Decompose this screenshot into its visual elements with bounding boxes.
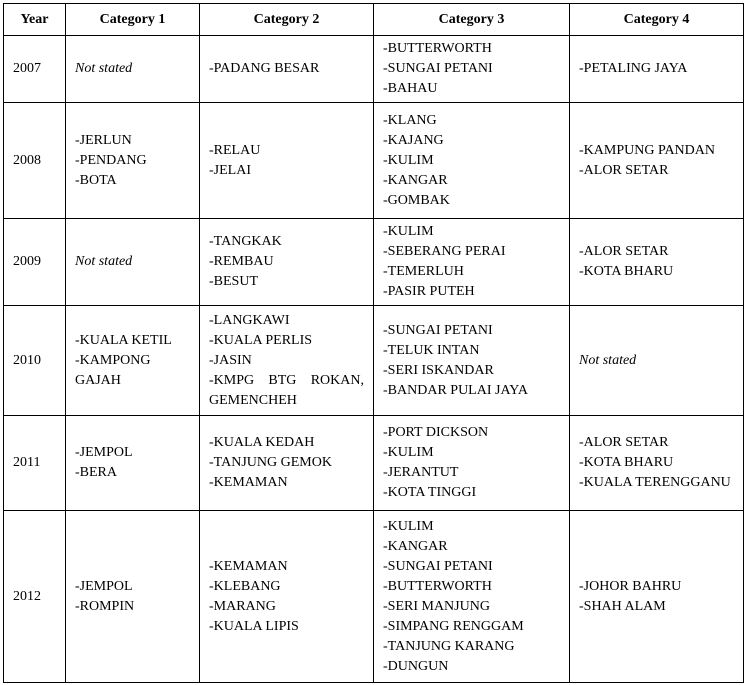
location-item: -KAMPUNG PANDAN	[579, 142, 716, 158]
location-item: -TANJUNG KARANG	[383, 638, 515, 654]
location-item: -PENDANG	[75, 152, 147, 168]
category-4-cell	[570, 103, 744, 219]
location-item: -JEMPOL	[75, 445, 133, 460]
location-item: -KANGAR	[383, 538, 448, 554]
location-item: -JERLUN	[75, 132, 132, 148]
location-item: -TEMERLUH	[383, 264, 464, 279]
location-item: -KLANG	[383, 112, 437, 128]
category-1-cell	[66, 103, 200, 219]
location-item: -BUTTERWORTH	[383, 41, 492, 56]
location-item: -SHAH ALAM	[579, 598, 666, 614]
location-item: -SERI ISKANDAR	[383, 362, 494, 378]
category-1-cell	[66, 416, 200, 511]
category-4-cell	[570, 416, 744, 511]
location-item: -JOHOR BAHRU	[579, 578, 682, 594]
category-2-cell	[200, 219, 374, 306]
location-item: -SEBERANG PERAI	[383, 244, 506, 259]
category-1-cell	[66, 306, 200, 416]
category-3-cell	[374, 306, 570, 416]
header-category-4: Category 4	[570, 4, 744, 36]
category-4-cell	[570, 219, 744, 306]
location-item: -KOTA BHARU	[579, 455, 674, 470]
year-cell: 2009	[4, 219, 66, 306]
header-category-2: Category 2	[200, 4, 374, 36]
location-item: -PASIR PUTEH	[383, 284, 475, 299]
year-cell: 2010	[4, 306, 66, 416]
location-item: -GOMBAK	[383, 192, 450, 208]
category-1-cell	[66, 219, 200, 306]
location-item: -REMBAU	[209, 254, 274, 269]
location-item: -KUALA LIPIS	[209, 618, 299, 634]
location-item: -DUNGUN	[383, 658, 449, 674]
location-item: -SIMPANG RENGGAM	[383, 618, 524, 634]
not-stated-note: Not stated	[579, 352, 637, 368]
category-3-cell	[374, 416, 570, 511]
year-cell: 2008	[4, 103, 66, 219]
category-2-cell	[200, 36, 374, 103]
category-3-cell	[374, 103, 570, 219]
location-item: -PETALING JAYA	[579, 61, 688, 76]
location-item: -KAMPONG GAJAH	[75, 352, 151, 388]
category-2-cell	[200, 306, 374, 416]
location-item: -KLEBANG	[209, 578, 281, 594]
location-item: -KOTA BHARU	[579, 264, 674, 279]
location-item: -MARANG	[209, 598, 276, 614]
location-item: -KUALA KETIL	[75, 332, 172, 348]
category-4-cell	[570, 511, 744, 683]
location-item: -BOTA	[75, 172, 117, 188]
category-4-cell	[570, 306, 744, 416]
header-year: Year	[4, 4, 66, 36]
header-row	[4, 4, 744, 36]
location-item: -LANGKAWI	[209, 312, 290, 328]
category-3-cell	[374, 511, 570, 683]
location-item: -KUALA PERLIS	[209, 332, 313, 348]
category-3-cell	[374, 219, 570, 306]
header-category-1: Category 1	[66, 4, 200, 36]
location-item: -TELUK INTAN	[383, 342, 480, 358]
category-3-cell	[374, 36, 570, 103]
location-item: -TANJUNG GEMOK	[209, 455, 332, 470]
location-item: -JERANTUT	[383, 465, 459, 480]
location-item: -JELAI	[209, 162, 251, 178]
year-cell: 2007	[4, 36, 66, 103]
location-item: -KMPG BTG ROKAN, GEMENCHEH	[209, 372, 364, 408]
location-item: -SERI MANJUNG	[383, 598, 490, 614]
location-item: -KULIM	[383, 518, 434, 534]
category-1-cell	[66, 511, 200, 683]
location-item: -TANGKAK	[209, 234, 282, 249]
location-item: -KAJANG	[383, 132, 444, 148]
category-2-cell	[200, 103, 374, 219]
location-item: -ALOR SETAR	[579, 435, 669, 450]
category-2-cell	[200, 416, 374, 511]
location-item: -KULIM	[383, 224, 434, 239]
location-item: -RELAU	[209, 142, 261, 158]
location-item: -PORT DICKSON	[383, 425, 489, 440]
year-cell: 2012	[4, 511, 66, 683]
location-item: -BUTTERWORTH	[383, 578, 492, 594]
location-item: -BAHAU	[383, 81, 438, 96]
header-category-3: Category 3	[374, 4, 570, 36]
location-item: -KUALA TERENGGANU	[579, 475, 731, 490]
locations-table	[3, 3, 744, 683]
table-row	[4, 306, 744, 416]
location-item: -PADANG BESAR	[209, 61, 320, 76]
not-stated-note: Not stated	[75, 254, 133, 269]
location-item: -BERA	[75, 465, 117, 480]
location-item: -SUNGAI PETANI	[383, 61, 493, 76]
table-row	[4, 416, 744, 511]
location-item: -ALOR SETAR	[579, 244, 669, 259]
table-row	[4, 36, 744, 103]
category-2-cell	[200, 511, 374, 683]
location-item: -SUNGAI PETANI	[383, 322, 493, 338]
location-item: -SUNGAI PETANI	[383, 558, 493, 574]
category-1-cell	[66, 36, 200, 103]
table-row	[4, 103, 744, 219]
location-item: -ROMPIN	[75, 598, 135, 614]
location-item: -JASIN	[209, 352, 252, 368]
location-item: -BANDAR PULAI JAYA	[383, 382, 528, 398]
location-item: -KULIM	[383, 445, 434, 460]
year-cell: 2011	[4, 416, 66, 511]
location-item: -ALOR SETAR	[579, 162, 669, 178]
table-body	[4, 36, 744, 683]
location-item: -KANGAR	[383, 172, 448, 188]
location-item: -BESUT	[209, 274, 258, 289]
location-item: -JEMPOL	[75, 578, 133, 594]
location-item: -KUALA KEDAH	[209, 435, 315, 450]
category-4-cell	[570, 36, 744, 103]
location-item: -KEMAMAN	[209, 475, 288, 490]
table-row	[4, 511, 744, 683]
location-item: -KOTA TINGGI	[383, 485, 477, 500]
not-stated-note: Not stated	[75, 61, 133, 76]
location-item: -KULIM	[383, 152, 434, 168]
table-row	[4, 219, 744, 306]
location-item: -KEMAMAN	[209, 558, 288, 574]
